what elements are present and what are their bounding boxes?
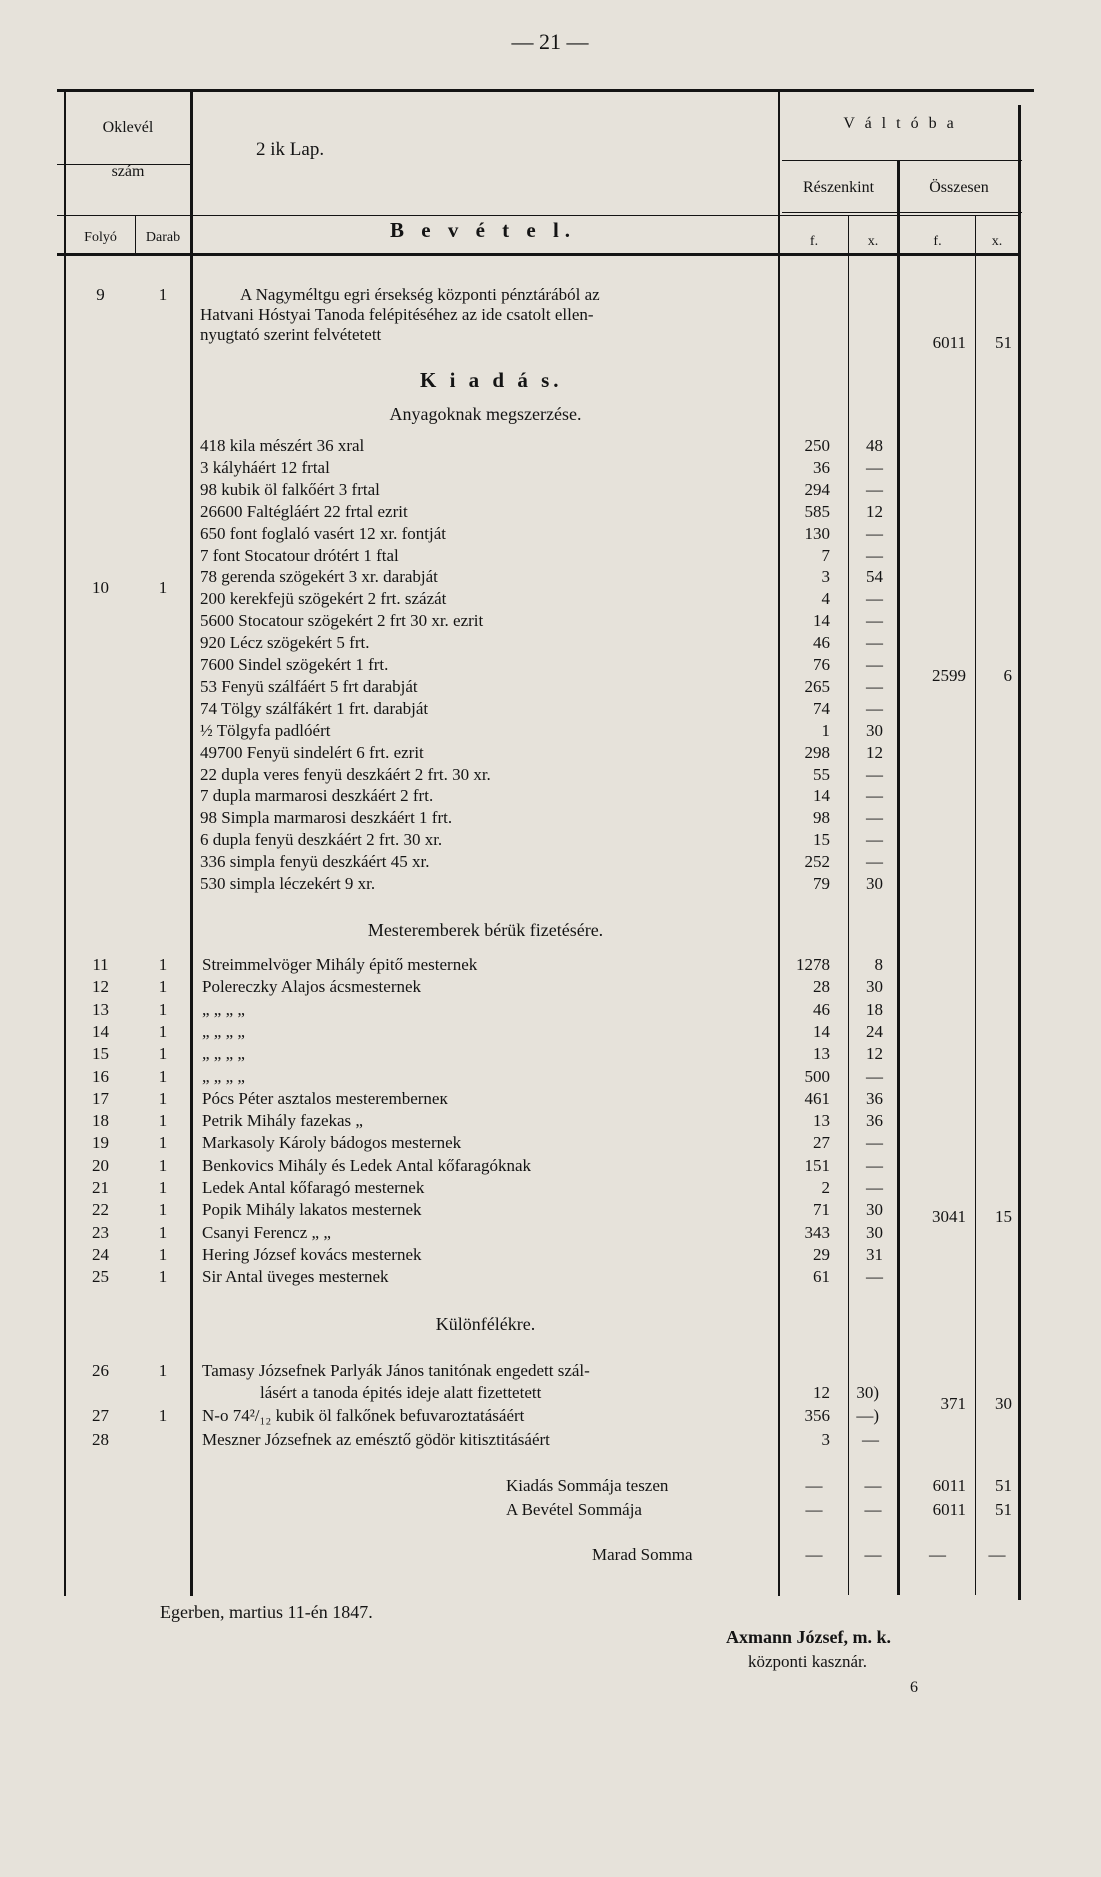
place-date: Egerben, martius 11-én 1847.: [160, 1602, 373, 1622]
misc-total-x: 30: [995, 1394, 1012, 1413]
material-item-f: 7: [821, 545, 830, 565]
craftsman-name: Sir Antal üveges mesternek: [202, 1267, 389, 1287]
craftsman-f: 14: [813, 1021, 830, 1041]
craftsman-darab: 1: [158, 1088, 168, 1108]
material-item-text: 336 simpla fenyü deszkáért 45 xr.: [200, 852, 430, 872]
income-total-x: 51: [995, 333, 1012, 352]
material-item-x: —: [866, 676, 883, 696]
craftsman-darab: 1: [158, 1178, 168, 1197]
material-item-x: —: [866, 633, 883, 653]
craftsman-f: 61: [813, 1267, 830, 1287]
materials-total-f: 2599: [932, 666, 966, 685]
oklevel-header: Oklevél: [102, 119, 154, 136]
craftsman-folyo: 18: [92, 1111, 109, 1131]
craftsman-x: 18: [866, 999, 883, 1019]
material-item-x: —: [866, 545, 883, 565]
material-item-f: 585: [804, 501, 830, 521]
craftsman-darab: 1: [158, 1133, 168, 1153]
summary-kiadas-x2: 51: [995, 1476, 1012, 1495]
craftsman-folyo: 16: [92, 1066, 109, 1086]
craftsman-name: Ledek Antal kőfaragó mesternek: [202, 1178, 425, 1197]
signature-name: Axmann József, m. k.: [726, 1627, 891, 1647]
misc-x-26: 30): [856, 1383, 879, 1402]
material-item-f: 130: [804, 523, 830, 543]
material-item-f: 46: [813, 633, 830, 653]
osszesen-divider: [975, 215, 976, 1595]
materials-total-x: 6: [1003, 666, 1012, 685]
summary-bevetel-f2: 6011: [932, 1500, 966, 1519]
craftsman-name: Benkovics Mihály és Ledek Antal kőfaragóknak: [202, 1155, 532, 1175]
material-item-f: 3: [821, 567, 830, 587]
materials-folyo: 10: [92, 578, 109, 597]
material-item-text: 3 kályháért 12 frtal: [200, 457, 330, 477]
material-item-x: 12: [866, 742, 883, 762]
craftsman-folyo: 23: [92, 1222, 109, 1242]
craftsman-f: 13: [813, 1111, 830, 1131]
material-item-x: 30: [866, 874, 883, 893]
material-item-f: 298: [804, 742, 830, 762]
craftsman-name: Streimmelvöger Mihály épitő mesternek: [202, 955, 478, 974]
material-item-x: —: [866, 808, 883, 828]
craftsman-darab: 1: [158, 1111, 168, 1131]
material-item-text: 6 dupla fenyü deszkáért 2 frt. 30 xr.: [200, 830, 443, 850]
kiadas-title: K i a d á s.: [420, 368, 563, 392]
craftsman-x: —: [866, 1178, 883, 1197]
craftsman-x: 24: [866, 1021, 883, 1041]
craftsman-folyo: 12: [92, 977, 109, 997]
material-item-text: 530 simpla léczekért 9 xr.: [200, 874, 376, 893]
summary-marad-x1: —: [864, 1545, 882, 1564]
summary-kiadas-f1: —: [805, 1476, 823, 1495]
misc-darab-26: 1: [158, 1361, 168, 1380]
income-darab: 1: [158, 285, 168, 304]
material-item-text: 7 dupla marmarosi deszkáért 2 frt.: [200, 786, 434, 806]
craftsman-darab: 1: [158, 1200, 168, 1220]
craftsmen-total-f: 3041: [932, 1207, 966, 1226]
income-line-3: nyugtató szerint felvétetett: [200, 325, 382, 344]
income-line-2: Hatvani Hóstyai Tanoda felépitéséhez az ide csatolt ellen-: [200, 305, 594, 324]
material-item-f: 76: [813, 655, 830, 674]
craftsman-x: —: [866, 1066, 883, 1086]
summary-marad-x2: —: [988, 1545, 1006, 1564]
misc-f-27: 356: [804, 1406, 830, 1425]
craftsman-name: Pócs Péter asztalos mesteremberneк: [202, 1088, 448, 1108]
material-item-x: —: [866, 479, 883, 499]
craftsman-darab: 1: [158, 999, 168, 1019]
misc-folyo-26: 26: [92, 1361, 109, 1380]
summary-bevetel-x2: 51: [995, 1500, 1012, 1519]
valtoba-subrule: [782, 160, 1022, 161]
craftsman-x: 8: [874, 955, 883, 974]
craftsman-darab: 1: [158, 1267, 168, 1287]
craftsman-x: —: [866, 1267, 883, 1287]
description-left-rule: [190, 89, 193, 1596]
craftsman-x: —: [866, 1133, 883, 1153]
craftsman-f: 46: [813, 999, 830, 1019]
f-header-1: f.: [809, 234, 819, 249]
craftsman-x: 36: [866, 1088, 883, 1108]
material-item-x: 54: [866, 567, 883, 587]
x-header-2: x.: [991, 234, 1003, 249]
material-item-x: —: [866, 523, 883, 543]
craftsman-f: 27: [813, 1133, 830, 1153]
craftsman-x: 12: [866, 1044, 883, 1064]
folyo-header: Folyó: [84, 230, 117, 245]
material-item-f: 265: [804, 676, 830, 696]
misc-heading: Különfélékre.: [435, 1314, 536, 1334]
misc-x-27: —): [856, 1406, 879, 1425]
craftsman-folyo: 21: [92, 1178, 109, 1197]
valtoba-header: V á l t ó b a: [843, 115, 957, 132]
income-folyo: 9: [96, 285, 105, 304]
material-item-f: 15: [813, 830, 830, 850]
craftsman-darab: 1: [158, 1222, 168, 1242]
craftsman-name: „ „ „ „: [202, 1044, 245, 1064]
craftsman-name: Polereczky Alajos ácsmesternek: [202, 977, 422, 997]
craftsman-f: 343: [804, 1222, 830, 1242]
osszesen-left-rule: [897, 160, 900, 1595]
material-item-text: 98 kubik öl falkőért 3 frtal: [200, 479, 380, 499]
craftsman-x: 36: [866, 1111, 883, 1131]
misc-x-28: —: [862, 1430, 879, 1449]
misc-folyo-27: 27: [92, 1406, 109, 1425]
material-item-text: 74 Tölgy szálfákért 1 frt. darabját: [200, 698, 429, 718]
craftsman-folyo: 25: [92, 1267, 109, 1287]
craftsmen-heading: Mesteremberek bérük fizetésére.: [367, 920, 604, 940]
misc-f-26: 12: [813, 1383, 830, 1402]
craftsman-folyo: 17: [92, 1088, 109, 1108]
craftsman-name: „ „ „ „: [202, 1021, 245, 1041]
bevetel-header: B e v é t e l.: [390, 218, 577, 242]
materials-heading: Anyagoknak megszerzése.: [389, 404, 582, 424]
craftsman-folyo: 22: [92, 1200, 109, 1220]
material-item-text: 200 kerekfejü szögekért 2 frt. százát: [200, 589, 447, 609]
material-item-text: 22 dupla veres fenyü deszkáért 2 frt. 30 xr.: [200, 764, 491, 784]
signature-title: központi kasznár.: [748, 1652, 867, 1671]
szam-header: szám: [111, 163, 145, 180]
craftsman-x: 31: [866, 1244, 883, 1264]
material-item-x: —: [866, 764, 883, 784]
summary-bevetel-x1: —: [864, 1500, 882, 1519]
craftsman-folyo: 19: [92, 1133, 109, 1153]
summary-kiadas-x1: —: [864, 1476, 882, 1495]
material-item-f: 250: [804, 436, 830, 455]
material-item-x: —: [866, 786, 883, 806]
craftsman-x: —: [866, 1155, 883, 1175]
material-item-f: 14: [813, 611, 830, 631]
craftsman-darab: 1: [158, 955, 168, 974]
craftsman-darab: 1: [158, 1021, 168, 1041]
craftsman-f: 500: [804, 1066, 830, 1086]
summary-bevetel-f1: —: [805, 1500, 823, 1519]
material-item-text: 53 Fenyü szálfáért 5 frt darabját: [200, 676, 418, 696]
summary-marad-f2: —: [929, 1545, 946, 1564]
craftsman-x: 30: [866, 1200, 883, 1220]
misc-darab-27: 1: [158, 1406, 168, 1425]
craftsman-darab: 1: [158, 1066, 168, 1086]
craftsman-f: 2: [821, 1178, 830, 1197]
material-item-x: —: [866, 830, 883, 850]
material-item-f: 252: [804, 852, 830, 872]
income-line-1: A Nagyméltgu egri érsekség központi pénztárából az: [240, 285, 600, 304]
craftsman-folyo: 15: [92, 1044, 109, 1064]
misc-line-28: Meszner Józsefnek az emésztő gödör kitisztitásáért: [202, 1430, 550, 1449]
osszesen-header: Összesen: [929, 179, 989, 196]
valtoba-subrule-2: [782, 212, 1022, 213]
material-item-f: 1: [821, 720, 830, 740]
misc-folyo-28: 28: [92, 1430, 109, 1449]
f-header-2: f.: [933, 234, 942, 249]
craftsman-darab: 1: [158, 1244, 168, 1264]
craftsman-f: 13: [813, 1044, 830, 1064]
income-total-f: 6011: [932, 333, 966, 352]
sheet-mark: 6: [910, 1679, 918, 1696]
material-item-f: 14: [813, 786, 830, 806]
craftsman-name: Csanyi Ferencz „ „: [202, 1222, 331, 1242]
craftsman-name: Popik Mihály lakatos mesternek: [202, 1200, 422, 1220]
material-item-text: 7 font Stocatour drótért 1 ftal: [200, 545, 399, 565]
material-item-x: —: [866, 655, 883, 674]
misc-f-28: 3: [821, 1430, 830, 1449]
summary-kiadas-label: Kiadás Sommája teszen: [506, 1476, 669, 1495]
header-bottom-rule: [57, 253, 1018, 256]
material-item-text: 650 font foglaló vasért 12 xr. fontját: [200, 523, 446, 543]
summary-marad-label: Marad Somma: [592, 1545, 693, 1564]
material-item-text: 418 kila mészért 36 xral: [200, 436, 365, 455]
material-item-text: 49700 Fenyü sindelért 6 frt. ezrit: [200, 742, 424, 762]
craftsman-f: 1278: [796, 955, 830, 974]
material-item-x: —: [866, 611, 883, 631]
craftsman-name: Petrik Mihály fazekas „: [202, 1111, 363, 1131]
summary-kiadas-f2: 6011: [932, 1476, 966, 1495]
table-top-rule: [57, 89, 1034, 92]
summary-bevetel-label: A Bevétel Sommája: [506, 1500, 642, 1519]
material-item-f: 36: [813, 457, 830, 477]
craftsman-f: 71: [813, 1200, 830, 1220]
misc-total-f: 371: [940, 1394, 966, 1413]
material-item-x: —: [866, 457, 883, 477]
lap-header: 2 ik Lap.: [256, 139, 325, 160]
material-item-x: —: [866, 852, 883, 872]
craftsman-x: 30: [866, 977, 883, 997]
craftsman-f: 461: [804, 1088, 830, 1108]
right-border: [1018, 105, 1021, 1600]
craftsman-name: Hering József kovács mesternek: [202, 1244, 422, 1264]
misc-line-26a: Tamasy Józsefnek Parlyák János tanitónak engedett szál-: [202, 1361, 590, 1380]
craftsman-f: 29: [813, 1244, 830, 1264]
material-item-f: 98: [813, 808, 830, 828]
craftsman-folyo: 13: [92, 999, 109, 1019]
darab-header: Darab: [145, 230, 181, 245]
craftsman-darab: 1: [158, 1044, 168, 1064]
header-mid-rule: [57, 215, 1018, 216]
craftsman-name: Markasoly Károly bádogos mesternek: [202, 1133, 462, 1153]
materials-darab: 1: [158, 578, 168, 597]
material-item-text: 26600 Faltégláért 22 frtal ezrit: [200, 501, 408, 521]
craftsman-folyo: 24: [92, 1244, 109, 1264]
reszenkint-header: Részenkint: [802, 179, 875, 196]
material-item-x: 30: [866, 720, 883, 740]
material-item-f: 74: [813, 698, 830, 718]
material-item-x: —: [866, 698, 883, 718]
material-item-text: 5600 Stocatour szögekért 2 frt 30 xr. ezrit: [200, 611, 484, 631]
material-item-f: 294: [804, 479, 830, 499]
material-item-text: 98 Simpla marmarosi deszkáért 1 frt.: [200, 808, 453, 828]
craftsman-folyo: 11: [92, 955, 109, 974]
craftsman-name: „ „ „ „: [202, 999, 245, 1019]
material-item-text: 7600 Sindel szögekért 1 frt.: [200, 655, 389, 674]
craftsman-folyo: 20: [92, 1155, 109, 1175]
material-item-x: 48: [866, 436, 883, 455]
material-item-text: ½ Tölgyfa padlóért: [200, 720, 331, 740]
summary-marad-f1: —: [805, 1545, 823, 1564]
material-item-f: 55: [813, 764, 830, 784]
material-item-x: —: [866, 589, 883, 609]
craftsmen-total-x: 15: [995, 1207, 1012, 1226]
material-item-text: 920 Lécz szögekért 5 frt.: [200, 633, 370, 653]
craftsman-f: 151: [804, 1155, 830, 1175]
craftsman-darab: 1: [158, 1155, 168, 1175]
material-item-f: 79: [813, 874, 830, 893]
material-item-f: 4: [821, 589, 830, 609]
material-item-text: 78 gerenda szögekért 3 xr. darabját: [200, 567, 438, 587]
x-header-1: x.: [867, 234, 879, 249]
craftsman-name: „ „ „ „: [202, 1066, 245, 1086]
craftsman-darab: 1: [158, 977, 168, 997]
craftsman-x: 30: [866, 1222, 883, 1242]
page-number: — 21 —: [511, 29, 589, 54]
craftsman-f: 28: [813, 977, 830, 997]
material-item-x: 12: [866, 501, 883, 521]
craftsman-folyo: 14: [92, 1021, 109, 1041]
misc-line-27: N-o 74²/₁₂ kubik öl falkőnek befuvaroztatásáért: [202, 1406, 525, 1425]
misc-line-26b: lásért a tanoda épités ideje alatt fizettetett: [260, 1383, 542, 1402]
